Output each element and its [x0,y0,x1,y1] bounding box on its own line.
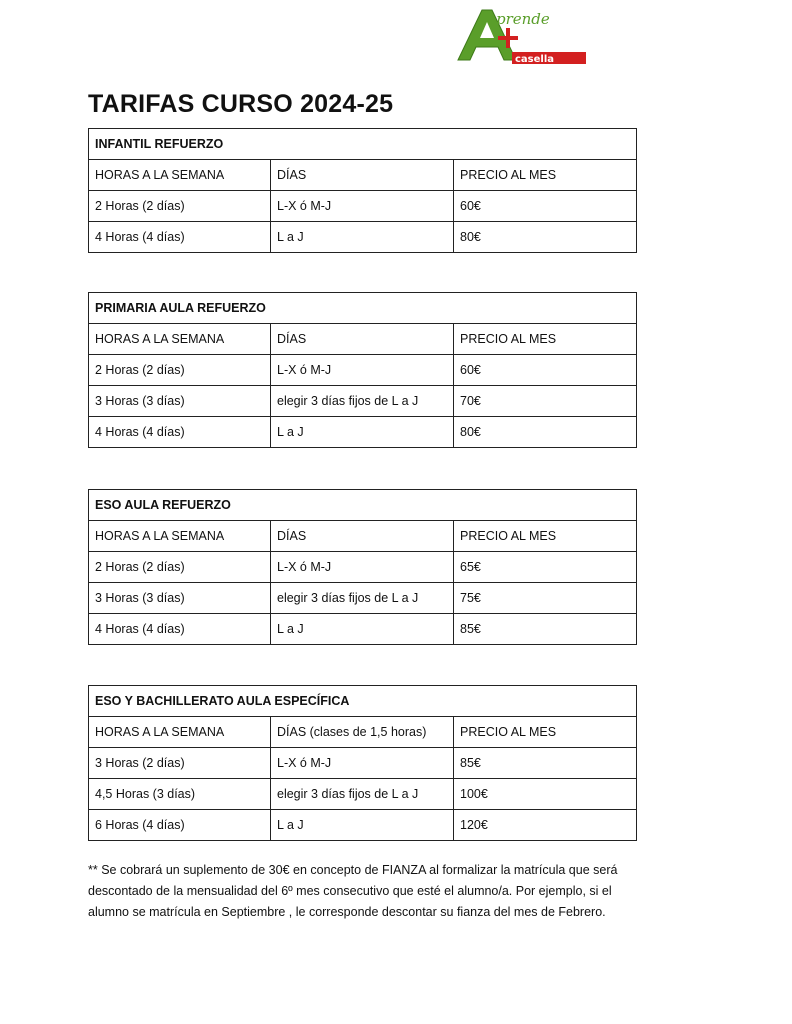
column-header: PRECIO AL MES [454,324,637,355]
header-row [89,160,637,191]
logo-text-bottom: casella [515,54,555,65]
price-cell: 65€ [454,552,637,583]
price-cell: 75€ [454,583,637,614]
days-cell: L a J [271,614,454,645]
rate-table-eso [88,489,637,645]
page-title: TARIFAS CURSO 2024-25 [88,90,394,118]
column-header: PRECIO AL MES [454,160,637,191]
section-title: PRIMARIA AULA REFUERZO [89,293,637,324]
rate-table-eso-bachillerato [88,685,637,841]
days-cell: elegir 3 días fijos de L a J [271,779,454,810]
days-cell: L a J [271,222,454,253]
table-row [89,222,637,253]
column-header: DÍAS [271,160,454,191]
hours-cell: 3 Horas (3 días) [89,583,271,614]
column-header: HORAS A LA SEMANA [89,160,271,191]
price-cell: 120€ [454,810,637,841]
column-header: PRECIO AL MES [454,717,637,748]
header-row [89,324,637,355]
hours-cell: 3 Horas (2 días) [89,748,271,779]
hours-cell: 4 Horas (4 días) [89,614,271,645]
price-cell: 60€ [454,191,637,222]
column-header: DÍAS [271,324,454,355]
section-title: ESO Y BACHILLERATO AULA ESPECÍFICA [89,686,637,717]
hours-cell: 4 Horas (4 días) [89,417,271,448]
header-row [89,521,637,552]
price-cell: 85€ [454,748,637,779]
hours-cell: 3 Horas (3 días) [89,386,271,417]
table-row [89,552,637,583]
days-cell: elegir 3 días fijos de L a J [271,583,454,614]
table-row [89,779,637,810]
price-cell: 80€ [454,222,637,253]
days-cell: L-X ó M-J [271,355,454,386]
rate-table-primaria [88,292,637,448]
table-row [89,748,637,779]
table-row [89,614,637,645]
price-cell: 85€ [454,614,637,645]
table-row [89,355,637,386]
column-header: DÍAS [271,521,454,552]
days-cell: elegir 3 días fijos de L a J [271,386,454,417]
column-header: PRECIO AL MES [454,521,637,552]
hours-cell: 4 Horas (4 días) [89,222,271,253]
price-cell: 100€ [454,779,637,810]
days-cell: L a J [271,417,454,448]
section-row [89,129,637,160]
aprende-casella-logo [456,8,588,68]
rate-table-infantil [88,128,637,253]
price-cell: 60€ [454,355,637,386]
price-cell: 80€ [454,417,637,448]
header-row [89,717,637,748]
column-header: HORAS A LA SEMANA [89,324,271,355]
section-row [89,686,637,717]
price-cell: 70€ [454,386,637,417]
deposit-note: ** Se cobrará un suplemento de 30€ en concepto de FIANZA al formalizar la matrícula que será descontado de la mensualidad del 6º mes consecutivo que esté el alumno/a. Por ejemplo, si el alumno se matrícula en Septiembre , le corresponde descontar su fianza del mes de Febrero. [88,863,618,919]
column-header: HORAS A LA SEMANA [89,521,271,552]
section-title: ESO AULA REFUERZO [89,490,637,521]
days-cell: L-X ó M-J [271,191,454,222]
hours-cell: 2 Horas (2 días) [89,191,271,222]
column-header: DÍAS (clases de 1,5 horas) [271,717,454,748]
hours-cell: 6 Horas (4 días) [89,810,271,841]
days-cell: L-X ó M-J [271,748,454,779]
column-header: HORAS A LA SEMANA [89,717,271,748]
table-row [89,583,637,614]
table-row [89,191,637,222]
table-row [89,417,637,448]
hours-cell: 2 Horas (2 días) [89,552,271,583]
table-row [89,810,637,841]
hours-cell: 4,5 Horas (3 días) [89,779,271,810]
days-cell: L-X ó M-J [271,552,454,583]
logo-text-top: prende [496,10,550,28]
days-cell: L a J [271,810,454,841]
section-title: INFANTIL REFUERZO [89,129,637,160]
hours-cell: 2 Horas (2 días) [89,355,271,386]
section-row [89,293,637,324]
table-row [89,386,637,417]
logo-graphic [456,8,588,68]
section-row [89,490,637,521]
